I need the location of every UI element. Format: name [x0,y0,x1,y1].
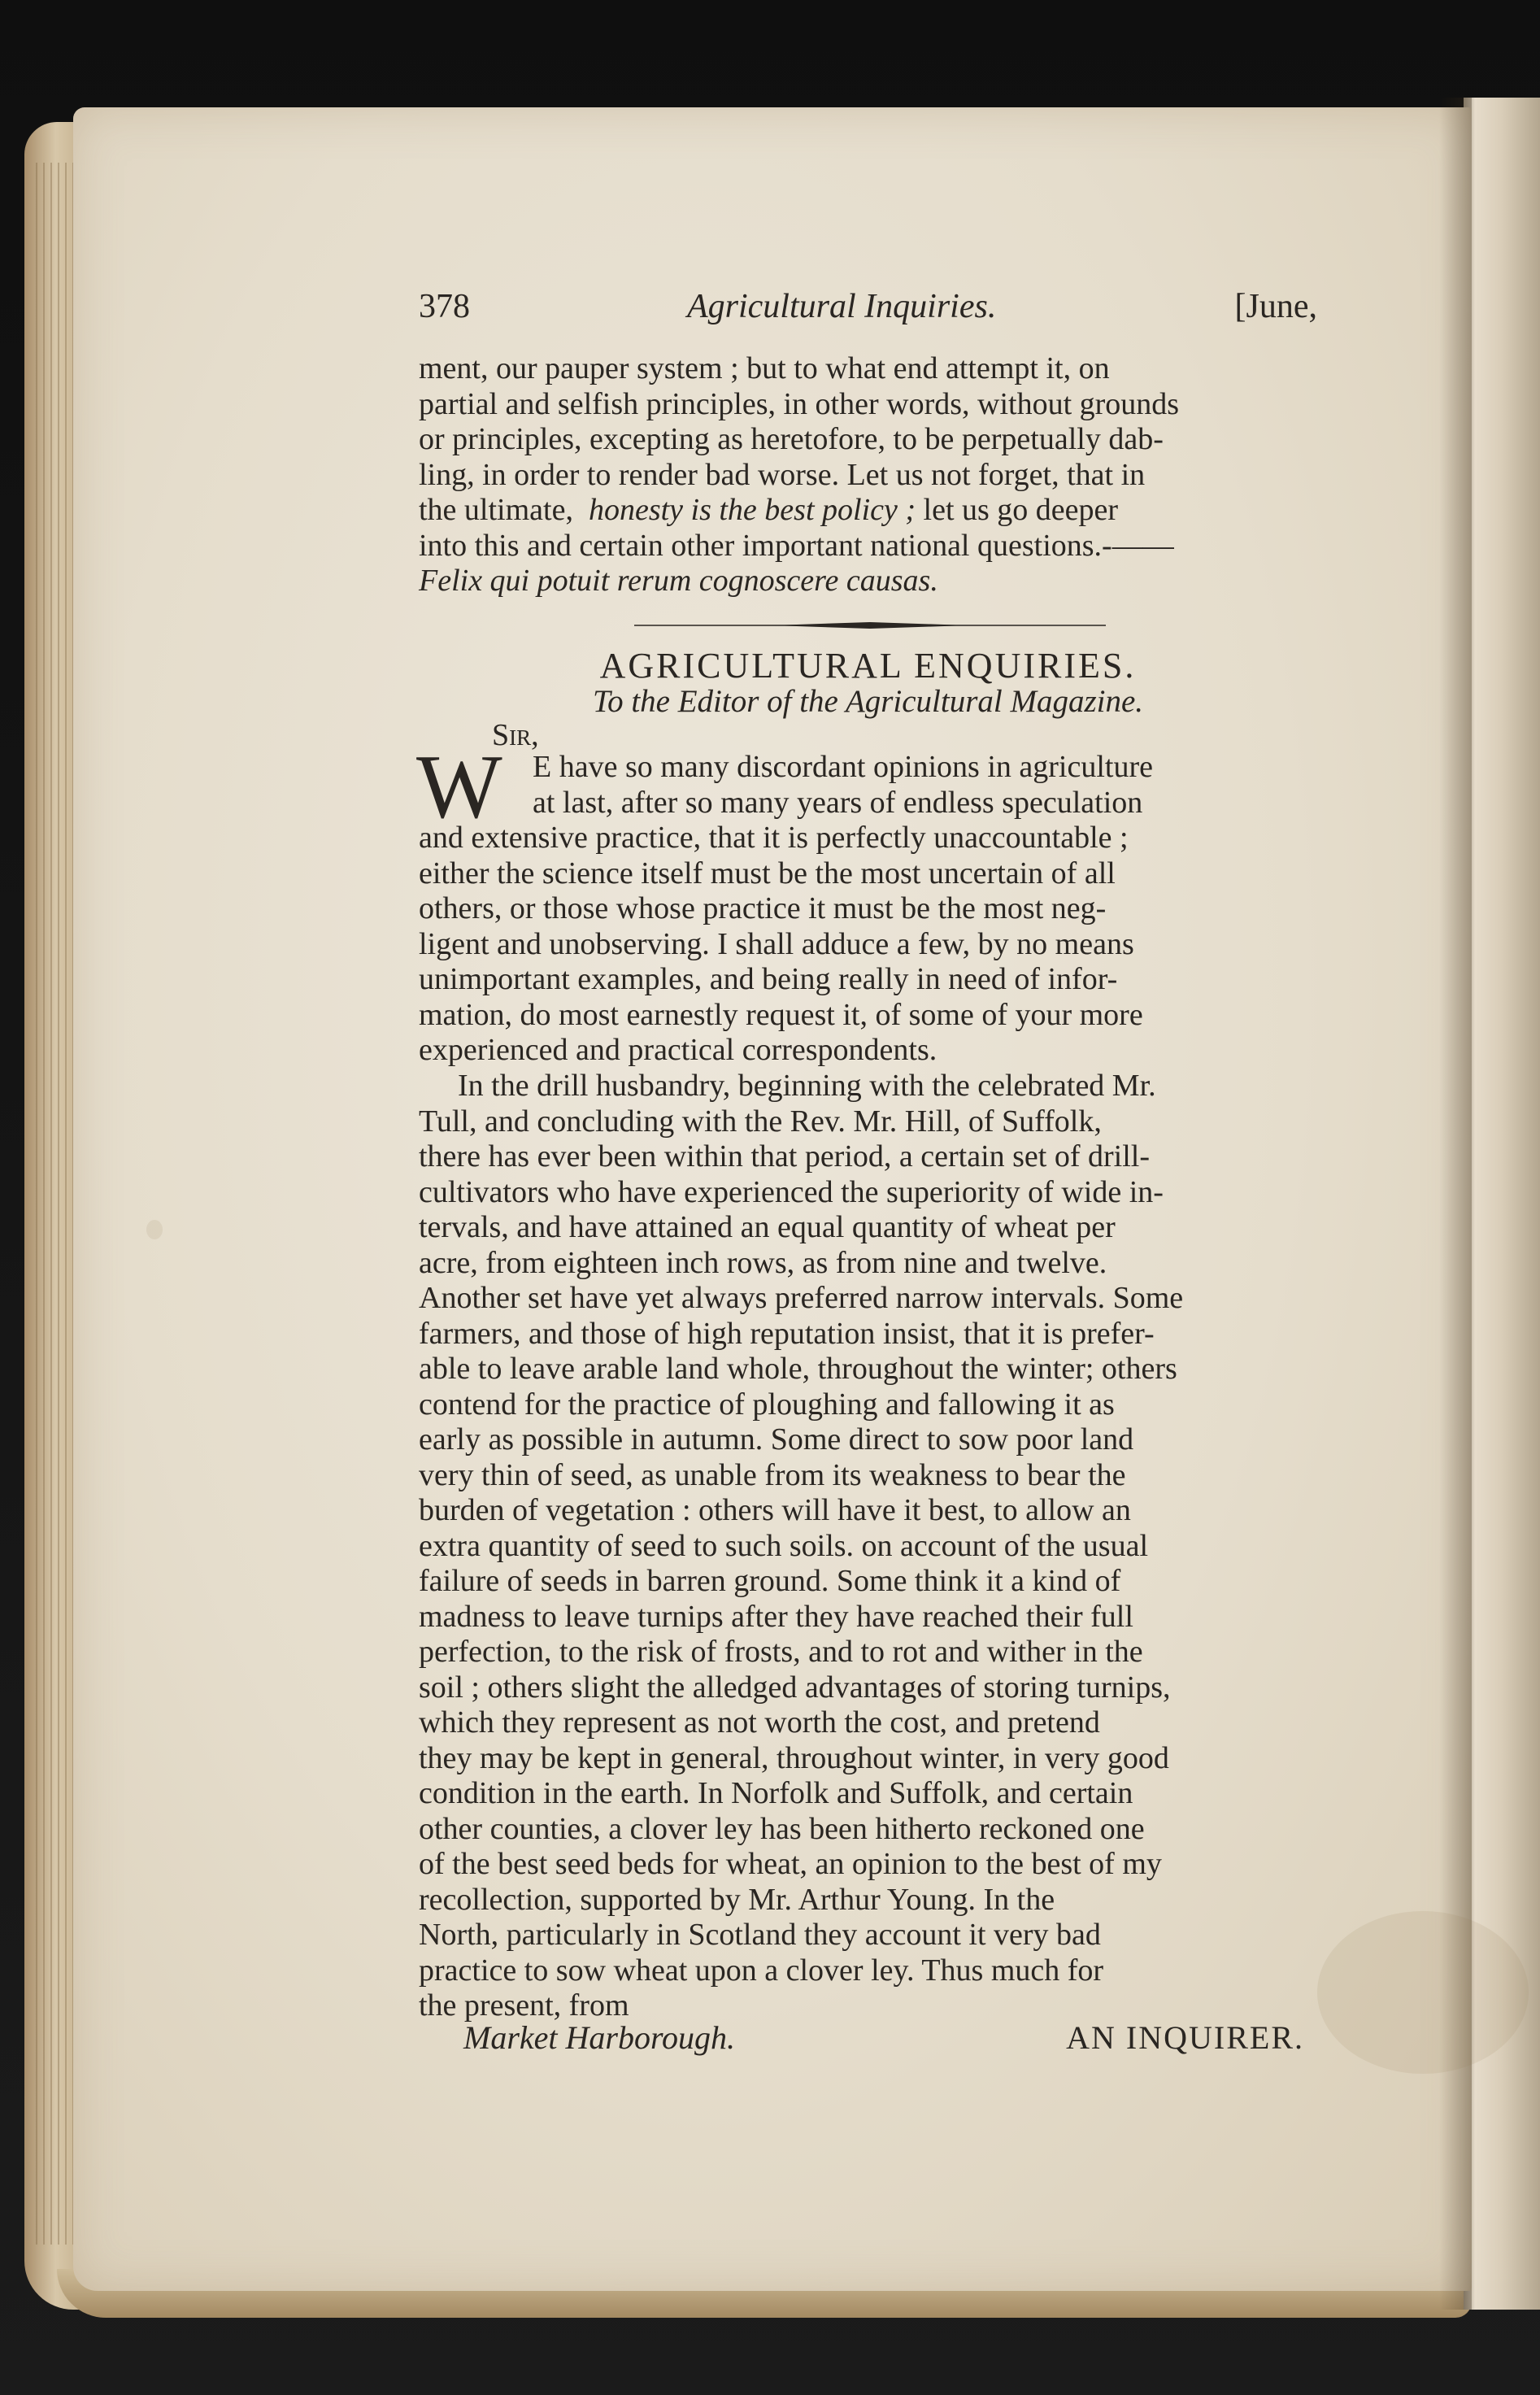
text-line: of the best seed beds for wheat, an opinion to the best of my [419,1847,1162,1881]
text-line: others, or those whose practice it must be the most neg- [419,891,1107,925]
page-number: 378 [419,288,470,325]
text-fragment: let us go deeper [916,493,1119,527]
text-line: condition in the earth. In Norfolk and Suffolk, and certain [419,1776,1133,1810]
text-line: very thin of seed, as unable from its weakness to bear the [419,1457,1126,1492]
text-line: tervals, and have attained an equal quantity of wheat per [419,1210,1116,1244]
text-line: other counties, a clover ley has been hitherto reckoned one [419,1811,1145,1846]
text-line: they may be kept in general, throughout winter, in very good [419,1740,1169,1775]
text-line: failure of seeds in barren ground. Some think it a kind of [419,1564,1121,1598]
text-line: burden of vegetation : others will have it best, to allow an [419,1493,1131,1527]
text-line: partial and selfish principles, in other words, without grounds [419,386,1180,421]
text-line: mation, do most earnestly request it, of some of your more [419,997,1143,1032]
text-line: North, particularly in Scotland they account it very bad [419,1918,1101,1952]
text-line: acre, from eighteen inch rows, as from nine and twelve. [419,1245,1107,1280]
ornamental-rule [634,622,1106,629]
text-line: and extensive practice, that it is perfectly unaccountable ; [419,821,1129,855]
text-line: practice to sow wheat upon a clover ley. Thus much for [419,1953,1104,1988]
text-fragment: the ultimate, [419,493,573,527]
text-line: E have so many discordant opinions in agriculture [533,750,1153,784]
section-heading: AGRICULTURAL ENQUIRIES. [599,646,1137,686]
text-line: perfection, to the risk of frosts, and to rot and wither in the [419,1635,1143,1669]
text-line: into this and certain other important national questions.-—— [419,528,1174,563]
text-line: the present, from [419,1988,629,2023]
text-line: experienced and practical correspondents. [419,1033,937,1067]
paper-stain [146,1220,163,1239]
latin-motto: Felix qui potuit rerum cognoscere causas. [419,564,938,598]
text-line: contend for the practice of ploughing and fallowing it as [419,1387,1115,1422]
text-line: ment, our pauper system ; but to what end attempt it, on [419,351,1110,385]
text-line: madness to leave turnips after they have reached their full [419,1599,1133,1634]
running-title: Agricultural Inquiries. [687,288,997,325]
text-line: early as possible in autumn. Some direct to sow poor land [419,1422,1134,1457]
running-date: [June, [1234,288,1317,325]
text-line: soil ; others slight the alledged advantages of storing turnips, [419,1670,1171,1705]
letter-opening [533,750,1317,821]
paper-stain [1317,1911,1529,2074]
editor-address: To the Editor of the Agricultural Magazine. [592,684,1144,719]
text-line: which they represent as not worth the cost, and pretend [419,1705,1100,1740]
drop-cap: W [416,737,502,838]
signature-name: AN INQUIRER. [1066,2019,1304,2056]
letter-paragraph-1 [419,821,1317,1069]
text-line [419,493,1317,529]
salutation: Sir, [492,718,539,752]
intro-paragraph [419,351,1317,599]
text-line: In the drill husbandry, beginning with the celebrated Mr. [458,1069,1156,1103]
text-line: or principles, excepting as heretofore, to be perpetually dab- [419,422,1164,456]
text-line: cultivators who have experienced the superiority of wide in- [419,1174,1164,1209]
italic-phrase: honesty is the best policy ; [588,493,916,527]
text-line: there has ever been within that period, a certain set of drill- [419,1139,1150,1174]
text-line: farmers, and those of high reputation insist, that it is prefer- [419,1316,1155,1351]
text-line: unimportant examples, and being really in need of infor- [419,962,1118,996]
text-line: at last, after so many years of endless speculation [533,785,1143,820]
text-line: extra quantity of seed to such soils. on account of the usual [419,1528,1149,1563]
running-head [419,281,1317,337]
text-line: Tull, and concluding with the Rev. Mr. Hill, of Suffolk, [419,1104,1102,1139]
text-line: ling, in order to render bad worse. Let us not forget, that in [419,457,1146,492]
text-line: recollection, supported by Mr. Arthur Young. In the [419,1882,1055,1917]
letter-paragraph-2 [419,1069,1317,2024]
text-line: Another set have yet always preferred narrow intervals. Some [419,1281,1184,1315]
text-line: either the science itself must be the most uncertain of all [419,856,1116,891]
text-line: ligent and unobserving. I shall adduce a few, by no means [419,926,1134,961]
text-line: able to leave arable land whole, throughout the winter; others [419,1352,1177,1386]
signature-place: Market Harborough. [463,2019,736,2056]
